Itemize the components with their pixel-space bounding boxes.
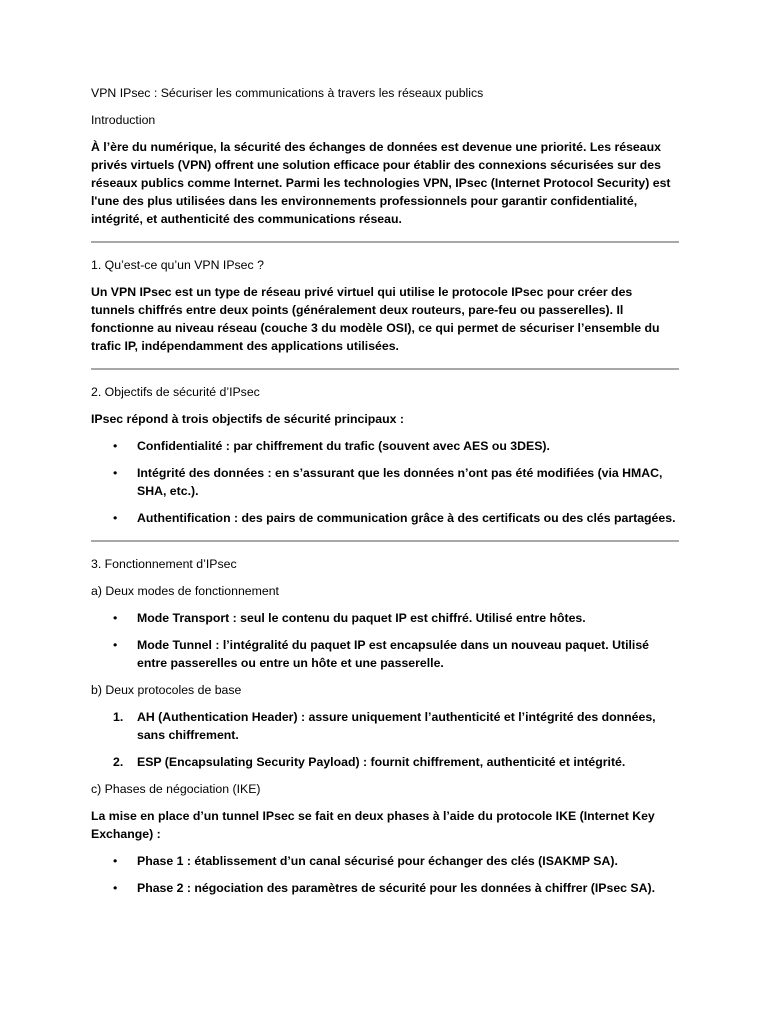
- section2-heading: 2. Objectifs de sécurité d’IPsec: [91, 385, 260, 399]
- section-divider: [91, 241, 679, 243]
- list-item-text: Phase 1 : établissement d’un canal sécurisé pour échanger des clés (ISAKMP SA).: [137, 854, 618, 868]
- list-item-text: Mode Transport : seul le contenu du paquet IP est chiffré. Utilisé entre hôtes.: [137, 611, 586, 625]
- list-item-text: Authentification : des pairs de communication grâce à des certificats ou des clés partagées.: [137, 511, 676, 525]
- list-item-text: AH (Authentication Header) : assure uniquement l’authenticité et l’intégrité des données, sans chiffrement.: [137, 710, 656, 742]
- list-item: [91, 509, 679, 527]
- list-number: 1.: [113, 710, 124, 724]
- bullet-icon: •: [113, 466, 118, 480]
- list-item: [91, 609, 679, 627]
- section-divider: [91, 540, 679, 542]
- modes-list: [91, 609, 679, 672]
- section3b-heading: b) Deux protocoles de base: [91, 683, 242, 697]
- section1-heading: 1. Qu’est-ce qu’un VPN IPsec ?: [91, 258, 264, 272]
- list-item: [91, 636, 679, 672]
- section1-paragraph: Un VPN IPsec est un type de réseau privé virtuel qui utilise le protocole IPsec pour créer des tunnels chiffrés entre deux points (généralement deux routeurs, pare-feu ou passerelles). Il fonctionne au niveau réseau (couche 3 du modèle OSI), ce qui permet de sécuriser l’ensemble du trafic IP, indépendamment des applications utilisées.: [91, 285, 660, 353]
- section-divider: [91, 368, 679, 370]
- document-page: [91, 84, 679, 906]
- intro-paragraph: À l’ère du numérique, la sécurité des échanges de données est devenue une priorité. Les réseaux privés virtuels (VPN) offrent une solution efficace pour établir des connexions sécurisées sur des réseaux publics comme Internet. Parmi les technologies VPN, IPsec (Internet Protocol Security) est l'une des plus utilisées dans les environnements professionnels pour garantir confidentialité, intégrité, et authenticité des communications réseau.: [91, 140, 671, 226]
- section3c-heading: c) Phases de négociation (IKE): [91, 782, 261, 796]
- list-item: [91, 879, 679, 897]
- intro-heading: Introduction: [91, 113, 156, 127]
- section3a-heading: a) Deux modes de fonctionnement: [91, 584, 279, 598]
- bullet-icon: •: [113, 439, 118, 453]
- bullet-icon: •: [113, 638, 118, 652]
- list-item: [91, 437, 679, 455]
- section3-heading: 3. Fonctionnement d’IPsec: [91, 557, 237, 571]
- list-item-text: ESP (Encapsulating Security Payload) : fournit chiffrement, authenticité et intégrité.: [137, 755, 626, 769]
- list-item: [91, 753, 679, 771]
- list-item-text: Intégrité des données : en s’assurant que les données n’ont pas été modifiées (via HMAC, SHA, etc.).: [137, 466, 663, 498]
- section3c-paragraph: La mise en place d’un tunnel IPsec se fait en deux phases à l’aide du protocole IKE (Internet Key Exchange) :: [91, 809, 655, 841]
- list-item-text: Mode Tunnel : l’intégralité du paquet IP est encapsulée dans un nouveau paquet. Utilisé entre passerelles ou entre un hôte et une passerelle.: [137, 638, 649, 670]
- document-title: VPN IPsec : Sécuriser les communications à travers les réseaux publics: [91, 86, 484, 100]
- list-number: 2.: [113, 755, 124, 769]
- phases-list: [91, 852, 679, 897]
- bullet-icon: •: [113, 611, 118, 625]
- security-objectives-list: [91, 437, 679, 527]
- list-item-text: Phase 2 : négociation des paramètres de sécurité pour les données à chiffrer (IPsec SA).: [137, 881, 656, 895]
- bullet-icon: •: [113, 854, 118, 868]
- list-item-text: Confidentialité : par chiffrement du trafic (souvent avec AES ou 3DES).: [137, 439, 550, 453]
- list-item: [91, 708, 679, 744]
- bullet-icon: •: [113, 881, 118, 895]
- protocols-list: [91, 708, 679, 771]
- list-item: [91, 852, 679, 870]
- list-item: [91, 464, 679, 500]
- section2-intro: IPsec répond à trois objectifs de sécurité principaux :: [91, 412, 404, 426]
- bullet-icon: •: [113, 511, 118, 525]
